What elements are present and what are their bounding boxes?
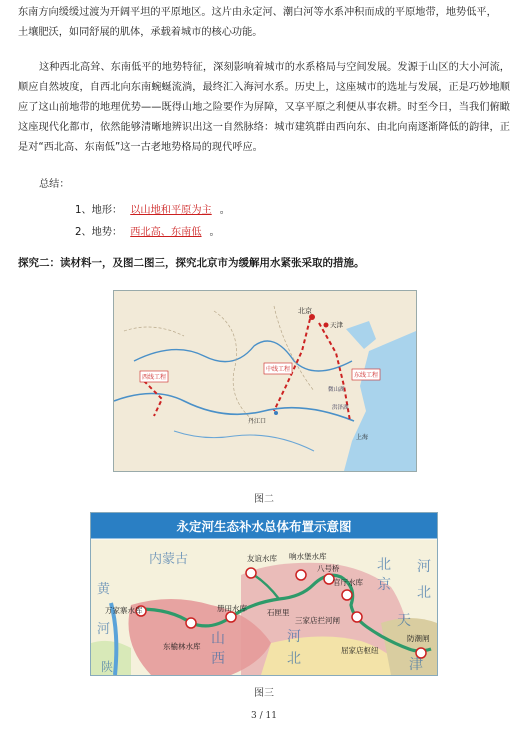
figure-2-map	[113, 290, 417, 472]
danjiangkou-marker	[274, 411, 278, 415]
reservoir-marker	[296, 570, 306, 580]
inquiry-heading: 探究二：读材料一，及图二图三，探究北京市为缓解用水紧张采取的措施。	[18, 257, 365, 269]
region-label: 西	[211, 651, 225, 667]
middle-route-label: 中线工程	[266, 366, 291, 373]
region-label: 北	[417, 585, 431, 601]
region-label: 内蒙古	[149, 552, 189, 567]
reservoir-label: 东榆林水库	[163, 642, 201, 651]
east-route-label: 东线工程	[354, 372, 379, 379]
paragraph-1-line-2: 土壤肥沃，如同舒展的肌体，承载着城市的核心功能。	[18, 27, 263, 38]
figure-2-caption: 图二	[254, 494, 274, 505]
reservoir-label: 响水堡水库	[289, 552, 327, 561]
summary-item-suffix: 。	[209, 227, 220, 238]
region-label: 京	[377, 577, 391, 593]
weishan-label: 微山湖	[328, 387, 345, 393]
region-label: 河	[287, 629, 301, 645]
summary-label: 总结：	[39, 179, 70, 190]
region-label: 黄	[97, 582, 111, 597]
paragraph-1	[18, 3, 510, 43]
reservoir-marker	[186, 618, 196, 628]
reservoir-label: 三家店拦河闸	[295, 616, 340, 625]
page-number: 3 / 11	[251, 711, 277, 721]
figure-3-title: 永定河生态补水总体布置示意图	[176, 519, 352, 534]
reservoir-label: 八号桥	[317, 564, 340, 573]
paragraph-1-line-1: 东南方向缓缓过渡为开阔平坦的平原地区。这片由永定河、潮白河等水系冲积而成的平原地带，地势低平，	[18, 7, 497, 18]
reservoir-label: 册田水库	[217, 604, 247, 613]
paragraph-2: 这种西北高耸、东南低平的地势特征，深刻影响着城市的水系格局与空间发展。发源于山区的大小河流，顺应自然坡度，自西北向东南蜿蜒流淌，最终汇入海河水系。历史上，这座城市的选址与发展，正是巧妙地顺应了这山前地带的地理优势——既得山地之险要作为屏障，又享平原之利便从事农耕。时至今日，当我们俯瞰这座现代化都市，依然能够清晰地辨识出这一自然脉络：城市建筑群由西向东、由北向南逐渐降低的韵律，正是对“西北高、东南低”这一古老地势格局的现代呼应。	[18, 62, 510, 153]
region-label: 津	[409, 657, 423, 673]
reservoir-label: 官厅水库	[333, 578, 363, 587]
region-label: 北	[287, 651, 301, 667]
reservoir-label: 万家寨水库	[105, 606, 143, 615]
hongze-label: 洪泽湖	[332, 405, 349, 411]
summary-item-slope	[75, 223, 220, 238]
region-label: 河	[417, 559, 431, 575]
reservoir-marker	[352, 612, 362, 622]
region-label: 河	[97, 622, 111, 637]
reservoir-marker	[246, 568, 256, 578]
reservoir-label: 石匣里	[267, 608, 290, 617]
west-route-label: 西线工程	[142, 374, 167, 381]
reservoir-marker	[342, 590, 352, 600]
reservoir-label: 友谊水库	[247, 554, 277, 563]
shanghai-label: 上海	[356, 434, 369, 441]
reservoir-label: 防潮闸	[407, 634, 430, 643]
summary-item-prefix: 1、地形：	[75, 205, 123, 216]
beijing-label: 北京	[298, 307, 312, 315]
figure-3-caption: 图三	[254, 688, 274, 699]
tianjin-label: 天津	[330, 321, 343, 329]
summary-item-prefix: 2、地势：	[75, 227, 123, 238]
tianjin-marker	[324, 323, 329, 328]
figure-3-map	[90, 512, 438, 676]
china-water-diversion-map	[114, 291, 416, 471]
summary-answer: 西北高、东南低	[130, 227, 202, 238]
region-label: 山	[211, 631, 225, 647]
region-label: 天	[397, 613, 411, 629]
region-label: 陕	[101, 660, 114, 674]
summary-answer: 以山地和平原为主	[130, 205, 212, 216]
danjiangkou-label: 丹江口	[248, 418, 267, 425]
summary-item-suffix: 。	[219, 205, 230, 216]
region-label: 北	[377, 557, 391, 573]
yongding-river-map	[91, 513, 437, 675]
reservoir-label: 屈家店枢纽	[341, 646, 379, 655]
reservoir-marker	[226, 612, 236, 622]
summary-item-terrain	[75, 201, 230, 216]
